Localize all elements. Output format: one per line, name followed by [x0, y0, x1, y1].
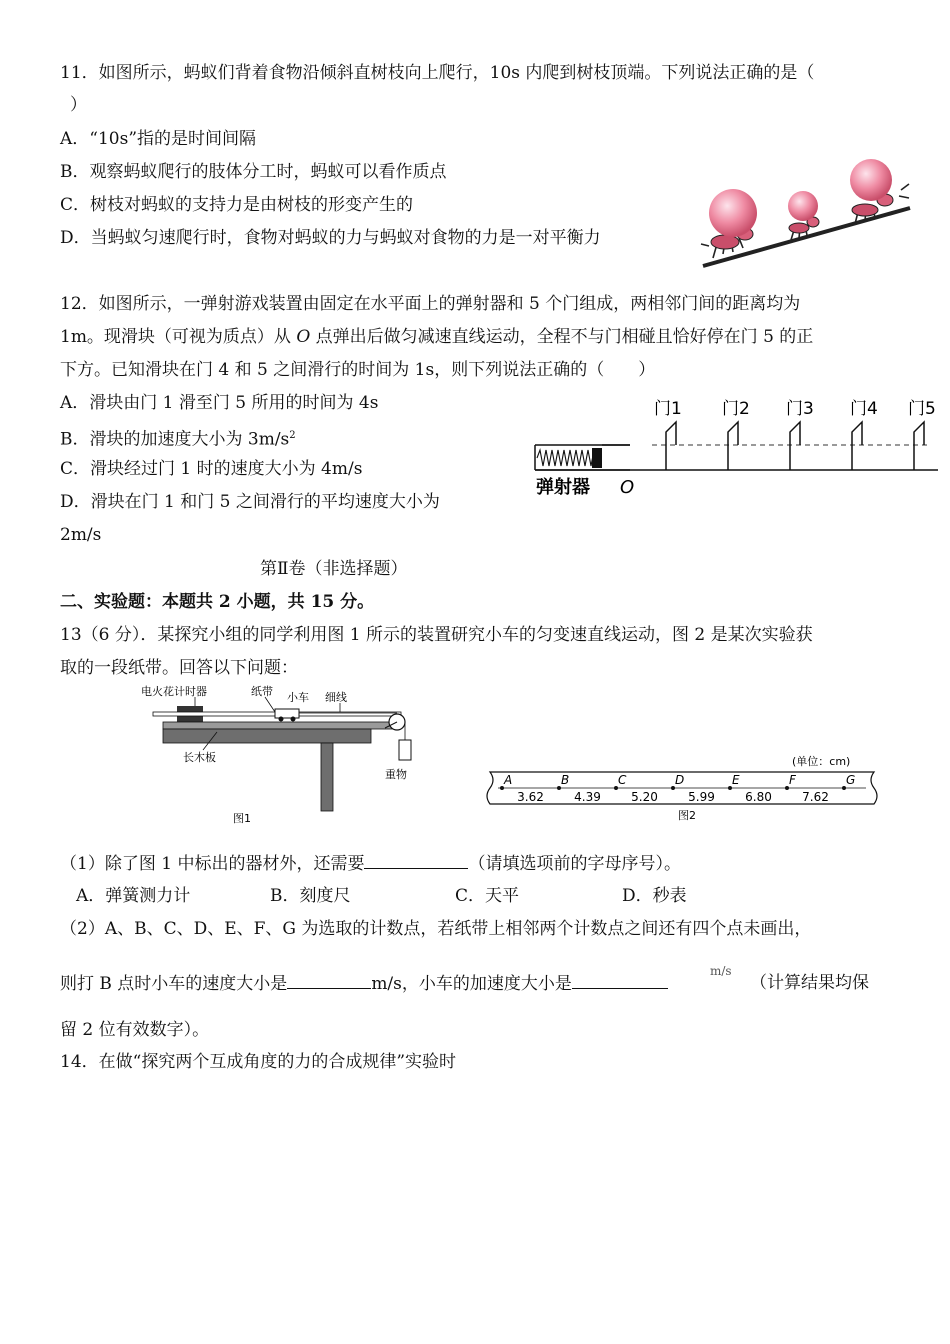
tape-point-label-a: A	[504, 773, 513, 787]
q13-part1: （1）除了图 1 中标出的器材外，还需要 （请填选项前的字母序号）。	[60, 854, 681, 874]
tape-label: 纸带	[251, 685, 273, 698]
q13-stem-line1: 13（6 分）．某探究小组的同学利用图 1 所示的装置研究小车的匀变速直线运动，图 2 是某次实验获	[60, 625, 813, 645]
cart	[275, 709, 299, 718]
q12-stem-line3: 下方。已知滑块在门 4 和 5 之间滑行的时间为 1s，则下列说法正确的（ ）	[60, 360, 656, 380]
q12-stem-line1: 12．如图所示，一弹射游戏装置由固定在水平面上的弹射器和 5 个门组成，两相邻门间的距离均为	[60, 294, 801, 314]
tape-point-label-e: E	[732, 773, 740, 787]
gate-2	[728, 422, 738, 470]
q13-part2-line3: 留 2 位有效数字）。	[60, 1020, 210, 1040]
q12-option-b: B．滑块的加速度大小为 $3m/s^2$	[60, 429, 296, 450]
tape-point-label-c: C	[618, 773, 627, 787]
tape-distance-4: 6.80	[745, 790, 772, 804]
food-ball-3	[850, 159, 892, 201]
q11-stem-line2: ）	[70, 95, 87, 115]
weight	[399, 740, 411, 760]
gate-3	[790, 422, 800, 470]
q12-stem-line2: 1m。现滑块（可视为质点）从 O 点弹出后做匀减速直线运动，全程不与门相碰且恰好停在门 5 的正	[60, 327, 814, 347]
weight-label: 重物	[385, 768, 407, 781]
gate-label-3: 门3	[786, 399, 814, 419]
tape-distance-2: 5.20	[631, 790, 658, 804]
answer-blank-1[interactable]	[364, 852, 468, 869]
q13-part2-line1: （2）A、B、C、D、E、F、G 为选取的计数点，若纸带上相邻两个计数点之间还有四个点未画出，	[60, 919, 812, 939]
cart-label: 小车	[287, 691, 309, 704]
fig1-caption: 图1	[233, 812, 251, 825]
q13-part2-line2: 则打 B 点时小车的速度大小是 m/s，小车的加速度大小是	[60, 972, 668, 995]
gate-label-4: 门4	[850, 399, 878, 419]
long-board	[163, 722, 401, 729]
answer-blank-3[interactable]	[572, 972, 668, 989]
ants-figure	[695, 150, 920, 272]
q11-option-d: D．当蚂蚁匀速爬行时，食物对蚂蚁的力与蚂蚁对食物的力是一对平衡力	[60, 228, 601, 248]
q14-stem: 14．在做“探究两个互成角度的力的合成规律”实验时	[60, 1052, 457, 1072]
tape-point-label-g: G	[846, 773, 856, 787]
timer-label: 电火花计时器	[141, 685, 207, 698]
tape-point-label-d: D	[675, 773, 685, 787]
gate-5	[914, 422, 924, 470]
origin-label: O	[620, 477, 635, 498]
tape-distance-3: 5.99	[688, 790, 715, 804]
tape-point-label-b: B	[561, 773, 570, 787]
gate-1	[666, 422, 676, 470]
q12-option-d-cont: 2m/s	[60, 525, 102, 545]
tape-point-label-f: F	[789, 773, 796, 787]
apparatus-figure-1	[135, 682, 435, 827]
q11-option-b: B．观察蚂蚁爬行的肢体分工时，蚂蚁可以看作质点	[60, 162, 447, 182]
q13-choice-b: B．刻度尺	[270, 886, 351, 906]
launcher-gates-figure	[530, 392, 942, 504]
unit-small: m/s	[710, 964, 732, 978]
q13-choice-c: C．天平	[455, 886, 520, 906]
spring	[537, 450, 599, 466]
fig2-caption: 图2	[678, 809, 696, 822]
q11-stem-line1: 11．如图所示，蚂蚁们背着食物沿倾斜直树枝向上爬行，10s 内爬到树枝顶端。下列说法正确的是（	[60, 63, 815, 83]
gate-label-2: 门2	[722, 399, 750, 419]
tape-figure-2	[482, 748, 882, 830]
food-ball-1	[709, 189, 757, 237]
q13-choice-d: D．秒表	[622, 886, 687, 906]
q13-choice-a: A．弹簧测力计	[76, 886, 191, 906]
q12-option-c: C．滑块经过门 1 时的速度大小为 4m/s	[60, 459, 363, 479]
board-label: 长木板	[183, 751, 216, 764]
gate-label-1: 门1	[654, 399, 682, 419]
q13-stem-line2: 取的一段纸带。回答以下问题：	[60, 658, 298, 678]
q12-option-a: A．滑块由门 1 滑至门 5 所用的时间为 4s	[60, 393, 379, 413]
tape-distance-1: 4.39	[574, 790, 601, 804]
answer-blank-2[interactable]	[287, 972, 371, 989]
gate-4	[852, 422, 862, 470]
q11-option-c: C．树枝对蚂蚁的支持力是由树枝的形变产生的	[60, 195, 414, 215]
tape-distance-0: 3.62	[517, 790, 544, 804]
launcher-label: 弹射器	[536, 477, 590, 498]
section2-heading: 二、实验题：本题共 2 小题，共 15 分。	[60, 592, 375, 612]
tape-distance-5: 7.62	[802, 790, 829, 804]
food-ball-2	[788, 191, 818, 221]
gate-label-5: 门5	[908, 399, 936, 419]
block	[592, 448, 602, 468]
part2-title: 第Ⅱ卷（非选择题）	[260, 559, 408, 579]
q12-option-d: D．滑块在门 1 和门 5 之间滑行的平均速度大小为	[60, 492, 440, 512]
q11-option-a: A．“10s”指的是时间间隔	[60, 129, 257, 149]
string-label: 细线	[325, 691, 347, 704]
q13-part2-line2-end: （计算结果均保	[750, 973, 869, 993]
unit-label: (单位：cm)	[792, 755, 851, 768]
